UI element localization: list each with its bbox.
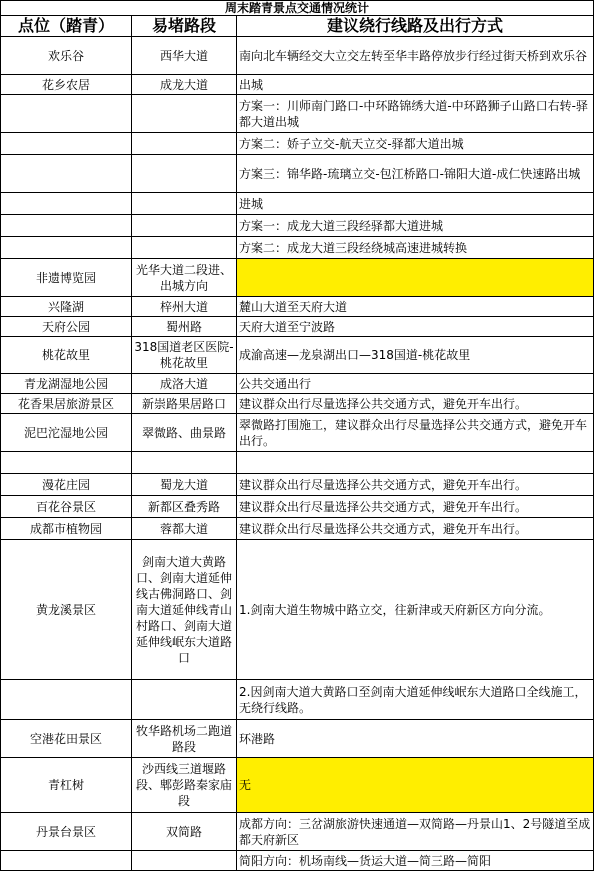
advice-cell: 方案一：川师南门路口-中环路锦绣大道-中环路狮子山路口右转-驿都大道出城 bbox=[237, 95, 594, 133]
advice-cell: 成渝高速—龙泉湖出口—318国道-桃花故里 bbox=[237, 337, 594, 374]
table-row bbox=[1, 452, 594, 474]
sheet-title: 周末踏青景点交通情况统计 bbox=[1, 1, 594, 16]
table-row bbox=[1, 851, 594, 871]
advice-cell: 1.剑南大道生物城中路立交，往新津或天府新区方向分流。 bbox=[237, 540, 594, 680]
road-cell: 成洛大道 bbox=[132, 374, 237, 394]
location-cell: 百花谷景区 bbox=[1, 496, 132, 518]
table-row bbox=[1, 720, 594, 758]
table-row bbox=[1, 215, 594, 237]
table-row bbox=[1, 680, 594, 720]
location-cell: 泥巴沱湿地公园 bbox=[1, 414, 132, 452]
table-row bbox=[1, 518, 594, 540]
table-row bbox=[1, 75, 594, 95]
location-cell: 欢乐谷 bbox=[1, 37, 132, 75]
location-cell: 花乡农居 bbox=[1, 75, 132, 95]
table-row bbox=[1, 337, 594, 374]
advice-cell: 建议群众出行尽量选择公共交通方式，避免开车出行。 bbox=[237, 518, 594, 540]
road-cell bbox=[132, 133, 237, 155]
location-cell bbox=[1, 155, 132, 193]
table-row bbox=[1, 474, 594, 496]
table-row bbox=[1, 414, 594, 452]
advice-cell: 建议群众出行尽量选择公共交通方式，避免开车出行。 bbox=[237, 496, 594, 518]
header-location: 点位（踏青） bbox=[1, 16, 132, 37]
advice-cell: 翠微路打围施工，建议群众出行尽量选择公共交通方式，避免开车出行。 bbox=[237, 414, 594, 452]
advice-cell: 建议群众出行尽量选择公共交通方式，避免开车出行。 bbox=[237, 394, 594, 414]
table-row bbox=[1, 237, 594, 259]
road-cell bbox=[132, 851, 237, 871]
table-row bbox=[1, 813, 594, 851]
advice-cell: 环港路 bbox=[237, 720, 594, 758]
road-cell bbox=[132, 680, 237, 720]
road-cell: 新都区叠秀路 bbox=[132, 496, 237, 518]
location-cell bbox=[1, 237, 132, 259]
table-row bbox=[1, 758, 594, 813]
location-cell bbox=[1, 452, 132, 474]
location-cell bbox=[1, 680, 132, 720]
advice-cell: 进城 bbox=[237, 193, 594, 215]
header-row bbox=[1, 16, 594, 37]
location-cell: 天府公园 bbox=[1, 317, 132, 337]
table-row bbox=[1, 540, 594, 680]
table-row bbox=[1, 317, 594, 337]
location-cell bbox=[1, 851, 132, 871]
location-cell: 兴隆湖 bbox=[1, 297, 132, 317]
road-cell: 新崇路果居路口 bbox=[132, 394, 237, 414]
road-cell: 翠微路、曲景路 bbox=[132, 414, 237, 452]
location-cell: 青杠树 bbox=[1, 758, 132, 813]
location-cell: 丹景台景区 bbox=[1, 813, 132, 851]
road-cell: 梓州大道 bbox=[132, 297, 237, 317]
table-row bbox=[1, 374, 594, 394]
road-cell bbox=[132, 95, 237, 133]
header-road: 易堵路段 bbox=[132, 16, 237, 37]
road-cell: 西华大道 bbox=[132, 37, 237, 75]
advice-cell-highlighted: 无 bbox=[237, 758, 594, 813]
location-cell bbox=[1, 133, 132, 155]
advice-cell: 方案二：娇子立交-航天立交-驿都大道出城 bbox=[237, 133, 594, 155]
table-row bbox=[1, 297, 594, 317]
advice-cell: 方案三：锦华路-琉璃立交-包江桥路口-锦阳大道-成仁快速路出城 bbox=[237, 155, 594, 193]
table-row bbox=[1, 95, 594, 133]
road-cell: 光华大道二段进、出城方向 bbox=[132, 259, 237, 297]
road-cell bbox=[132, 155, 237, 193]
location-cell: 黄龙溪景区 bbox=[1, 540, 132, 680]
location-cell: 空港花田景区 bbox=[1, 720, 132, 758]
location-cell: 漫花庄园 bbox=[1, 474, 132, 496]
advice-cell: 方案一：成龙大道三段经驿都大道进城 bbox=[237, 215, 594, 237]
road-cell: 318国道老区医院-桃花故里 bbox=[132, 337, 237, 374]
road-cell bbox=[132, 215, 237, 237]
advice-cell: 简阳方向：机场南线—货运大道—简三路—简阳 bbox=[237, 851, 594, 871]
header-advice: 建议绕行线路及出行方式 bbox=[237, 16, 594, 37]
table-row bbox=[1, 133, 594, 155]
table-row bbox=[1, 37, 594, 75]
location-cell: 青龙湖湿地公园 bbox=[1, 374, 132, 394]
road-cell: 牧华路机场二跑道路段 bbox=[132, 720, 237, 758]
road-cell: 剑南大道大黄路口、剑南大道延伸线古佛洞路口、剑南大道延伸线青山村路口、剑南大道延伸线岷东大道路口 bbox=[132, 540, 237, 680]
advice-cell: 方案二：成龙大道三段经绕城高速进城转换 bbox=[237, 237, 594, 259]
table-row bbox=[1, 155, 594, 193]
advice-cell: 南向北车辆经交大立交左转至华丰路停放步行经过街天桥到欢乐谷 bbox=[237, 37, 594, 75]
table-row bbox=[1, 193, 594, 215]
table-row bbox=[1, 394, 594, 414]
road-cell: 成龙大道 bbox=[132, 75, 237, 95]
advice-cell: 麓山大道至天府大道 bbox=[237, 297, 594, 317]
road-cell: 蜀龙大道 bbox=[132, 474, 237, 496]
location-cell: 成都市植物园 bbox=[1, 518, 132, 540]
location-cell: 桃花故里 bbox=[1, 337, 132, 374]
location-cell: 非遗博览园 bbox=[1, 259, 132, 297]
advice-cell bbox=[237, 452, 594, 474]
location-cell bbox=[1, 193, 132, 215]
road-cell bbox=[132, 452, 237, 474]
title-row bbox=[1, 1, 594, 16]
table-row bbox=[1, 259, 594, 297]
road-cell: 双简路 bbox=[132, 813, 237, 851]
advice-cell: 2.因剑南大道大黄路口至剑南大道延伸线岷东大道路口全线施工，无绕行线路。 bbox=[237, 680, 594, 720]
road-cell bbox=[132, 193, 237, 215]
road-cell: 蜀州路 bbox=[132, 317, 237, 337]
advice-cell: 成都方向：三岔湖旅游快速通道—双简路—丹景山1、2号隧道至成都天府新区 bbox=[237, 813, 594, 851]
table-row bbox=[1, 496, 594, 518]
road-cell: 沙西线三道堰路段、郫彭路秦家庙段 bbox=[132, 758, 237, 813]
road-cell: 蓉都大道 bbox=[132, 518, 237, 540]
location-cell bbox=[1, 95, 132, 133]
road-cell bbox=[132, 237, 237, 259]
advice-cell: 建议群众出行尽量选择公共交通方式，避免开车出行。 bbox=[237, 474, 594, 496]
location-cell: 花香果居旅游景区 bbox=[1, 394, 132, 414]
advice-cell-highlighted bbox=[237, 259, 594, 297]
advice-cell: 天府大道至宁波路 bbox=[237, 317, 594, 337]
advice-cell: 公共交通出行 bbox=[237, 374, 594, 394]
location-cell bbox=[1, 215, 132, 237]
advice-cell: 出城 bbox=[237, 75, 594, 95]
